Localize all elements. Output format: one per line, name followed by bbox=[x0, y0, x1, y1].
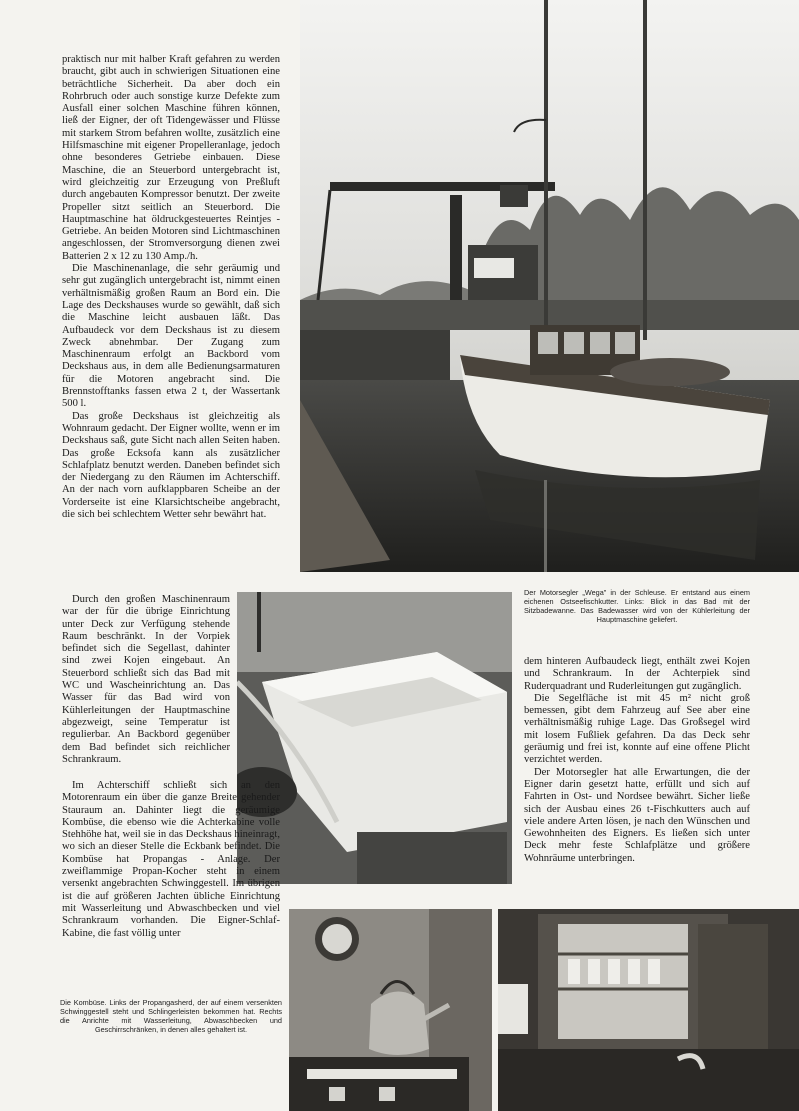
caption-boat: Der Motorsegler „Wega" in der Schleuse. Er entstand aus einem eichenen Ostseefischkutter. Links: Blick in das Bad mit der Sitzbadewanne. Das Badewasser wird von der Kühlerleitung der Hauptmaschine geliefert. bbox=[524, 588, 750, 624]
article-column-left-lower bbox=[62, 780, 280, 940]
article-column-right bbox=[524, 656, 750, 865]
paragraph: Die Segelfläche ist mit 45 m² nicht groß bemessen, gibt dem Fahrzeug auf See aber eine verhältnismäßig ruhige Lage. Das Großsegel wird mit losem Fußliek gefahren. Da das Deck sehr geräumig und frei ist, konnte auf eine offene Plicht verzichtet werden. bbox=[524, 692, 750, 766]
paragraph: Die Maschinenanlage, die sehr geräumig und sehr gut zugänglich untergebracht ist, nimmt einen verhältnismäßig großen Raum an Bord ein. Die Lage des Deckshauses wurde so gewählt, daß sich die Maschine leicht ausbauen läßt. Das Aufbaudeck vor dem Deckshaus ist zu diesem Zweck abnehmbar. Der Zugang zum Maschinenraum erfolgt an Backbord vom Deckshaus aus, in dem alle Bedienungsarmaturen für die Motoren angebracht sind. Die Brennstofftanks fassen etwa 2 t, der Wassertank 500 l. bbox=[62, 263, 280, 410]
paragraph: Im Achterschiff schließt sich an den Motorenraum ein über die ganze Breite gehender Stauraum an. Dahinter liegt die geräumige Kombüse, die ebenso wie die Achterkabine volle Stehhöhe hat, weil sie in das Deckshaus hineinragt, wo sich an dieser Stelle die Eckbank befindet. Die Kombüse hat Propangas - Anlage. Der zweiflammige Propan-Kocher steht in einem versenkt angebrachten Schwinggestell. Im übrigen ist die auf größeren Jachten übliche Einrichtung mit Wasserleitung und Abwaschbecken und viel Schrankraum vorhanden. Die Eigner-Schlaf-Kabine, die fast völlig unter bbox=[62, 780, 280, 939]
boat-photo bbox=[300, 0, 799, 572]
caption-galley: Die Kombüse. Links der Propangasherd, der auf einem versenkten Schwinggestell steht und Schlingerleisten bekommen hat. Rechts die Anrichte mit Wasserleitung, Abwaschbecken und Geschirrschränken, in denen alles gehaltert ist. bbox=[60, 998, 282, 1034]
paragraph: praktisch nur mit halber Kraft gefahren zu werden braucht, gibt auch in schwierigen Situationen eine beträchtliche Sicherheit. Da aber doch ein Rohrbruch oder auch sonstige kurze Defekte zum Ausfall einer solchen Maschine führen können, ließ der Eigner, der oft Tidengewässer und Flüsse mit starkem Strom befahren wollte, zusätzlich eine Hilfsmaschine mit eigener Propelleranlage, jedoch ohne besonderes Getriebe einbauen. Diese Maschine, die an Steuerbord untergebracht ist, wird gleichzeitig zur Erzeugung von Preßluft durch angebauten Kompressor benutzt. Der zweite Propeller sitzt seitlich an Steuerbord. Die Hauptmaschine hat öldruckgesteuertes Reintjes - Getriebe. An beiden Motoren sind Lichtmaschinen angeschlossen, der Stromversorgung dienen zwei Batterien 2 x 12 zu 130 Amp./h. bbox=[62, 54, 280, 262]
article-column-left-top bbox=[62, 54, 280, 521]
paragraph: Der Motorsegler hat alle Erwartungen, die der Eigner darin gesetzt hatte, erfüllt und sich auf Fahrten in Ost- und Nordsee bewährt. Sicher ließe sich der Ausbau eines 26 t-Fischkutters auch auf viele andere Arten lösen, je nach den Wünschen und Gewohnheiten des Eigners. Es ließen sich unter Deck mehr feste Schlafplätze und größere Wohnräume unterbringen. bbox=[524, 766, 750, 864]
galley-stove-photo bbox=[289, 909, 492, 1111]
paragraph: dem hinteren Aufbaudeck liegt, enthält zwei Kojen und Schrankraum. In der Achterpiek sind Ruderquadrant und Ruderleitungen gut zugänglich. bbox=[524, 656, 750, 692]
article-column-left-bottom bbox=[62, 594, 230, 766]
paragraph: Durch den großen Maschinenraum war der für die übrige Einrichtung unter Deck zur Verfügung stehende Raum beschränkt. In der Vorpiek befindet sich die Segellast, dahinter sind zwei Kojen eingebaut. An Steuerbord schließt sich das Bad mit WC und Wascheinrichtung an. Das Wasser für das Bad wird von Kühlerleitungen der Hauptmaschine abgezweigt, seine Temperatur ist regulierbar. An Backbord gegenüber dem Bad befindet sich reichlicher Schrankraum. bbox=[62, 594, 230, 765]
paragraph: Das große Deckshaus ist gleichzeitig als Wohnraum gedacht. Der Eigner wollte, wenn er im Deckshaus saß, gute Sicht nach allen Seiten haben. Das große Ecksofa kann als zusätzlicher Schlafplatz benutzt werden. Daneben befindet sich der Niedergang zu den Räumen im Achterschiff. An der nach vorn aufklappbaren Scheibe an der Vorderseite ist eine Klarsichtscheibe angebracht, die sich bei schlechtem Wetter sehr bewährt hat. bbox=[62, 410, 280, 520]
galley-cupboard-photo bbox=[498, 909, 799, 1111]
